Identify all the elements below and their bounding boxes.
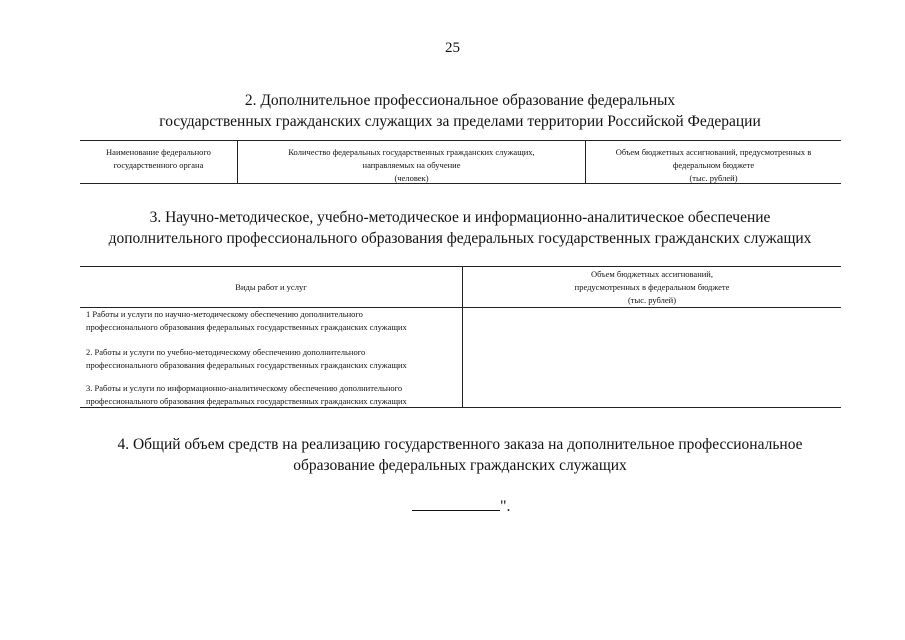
section-4-title-line1: 4. Общий объем средств на реализацию государственного заказа на дополнительное профессиональное (117, 436, 803, 453)
section-3-title-line1: 3. Научно-методическое, учебно-методическое и информационно-аналитическое обеспечение (149, 209, 771, 226)
section-2-header-agency: Наименование федерального государственного органа (106, 147, 211, 170)
section-2-title-line2: государственных гражданских служащих за пределами территории Российской Федерации (159, 113, 761, 130)
section-2-table (80, 140, 841, 184)
table-row: 1 Работы и услуги по научно-методическому обеспечению дополнительного профессионального образования федеральных государственных гражданских служащих (86, 309, 407, 332)
closing-quote-mark: ". (500, 498, 511, 515)
section-3-title-line2: дополнительного профессионального образования федеральных государственных гражданских служащих (108, 230, 812, 247)
section-3-header-works: Виды работ и услуг (235, 282, 307, 292)
table-row: 2. Работы и услуги по учебно-методическому обеспечению дополнительного профессионального образования федеральных государственных гражданских служащих (86, 347, 407, 370)
page-number: 25 (445, 40, 460, 56)
section-3-table (80, 266, 841, 408)
section-3-title (80, 207, 840, 249)
section-4-title-line2: образование федеральных гражданских служащих (293, 457, 627, 474)
section-2-title (80, 90, 840, 132)
section-4-title (80, 434, 840, 476)
closing-line (412, 498, 511, 516)
section-2-title-line1: 2. Дополнительное профессиональное образование федеральных (244, 92, 676, 109)
section-2-header-count: Количество федеральных государственных гражданских служащих, направляемых на обучение (человек) (288, 147, 535, 183)
section-3-header-budget: Объем бюджетных ассигнований, предусмотренных в федеральном бюджете (тыс. рублей) (574, 269, 730, 305)
section-2-header-budget: Объем бюджетных ассигнований, предусмотренных в федеральном бюджете (тыс. рублей) (615, 147, 812, 183)
table-row: 3. Работы и услуги по информационно-аналитическому обеспечению дополнительного профессионального образования федеральных государственных гражданских служащих (86, 383, 407, 406)
blank-underline (412, 498, 500, 511)
